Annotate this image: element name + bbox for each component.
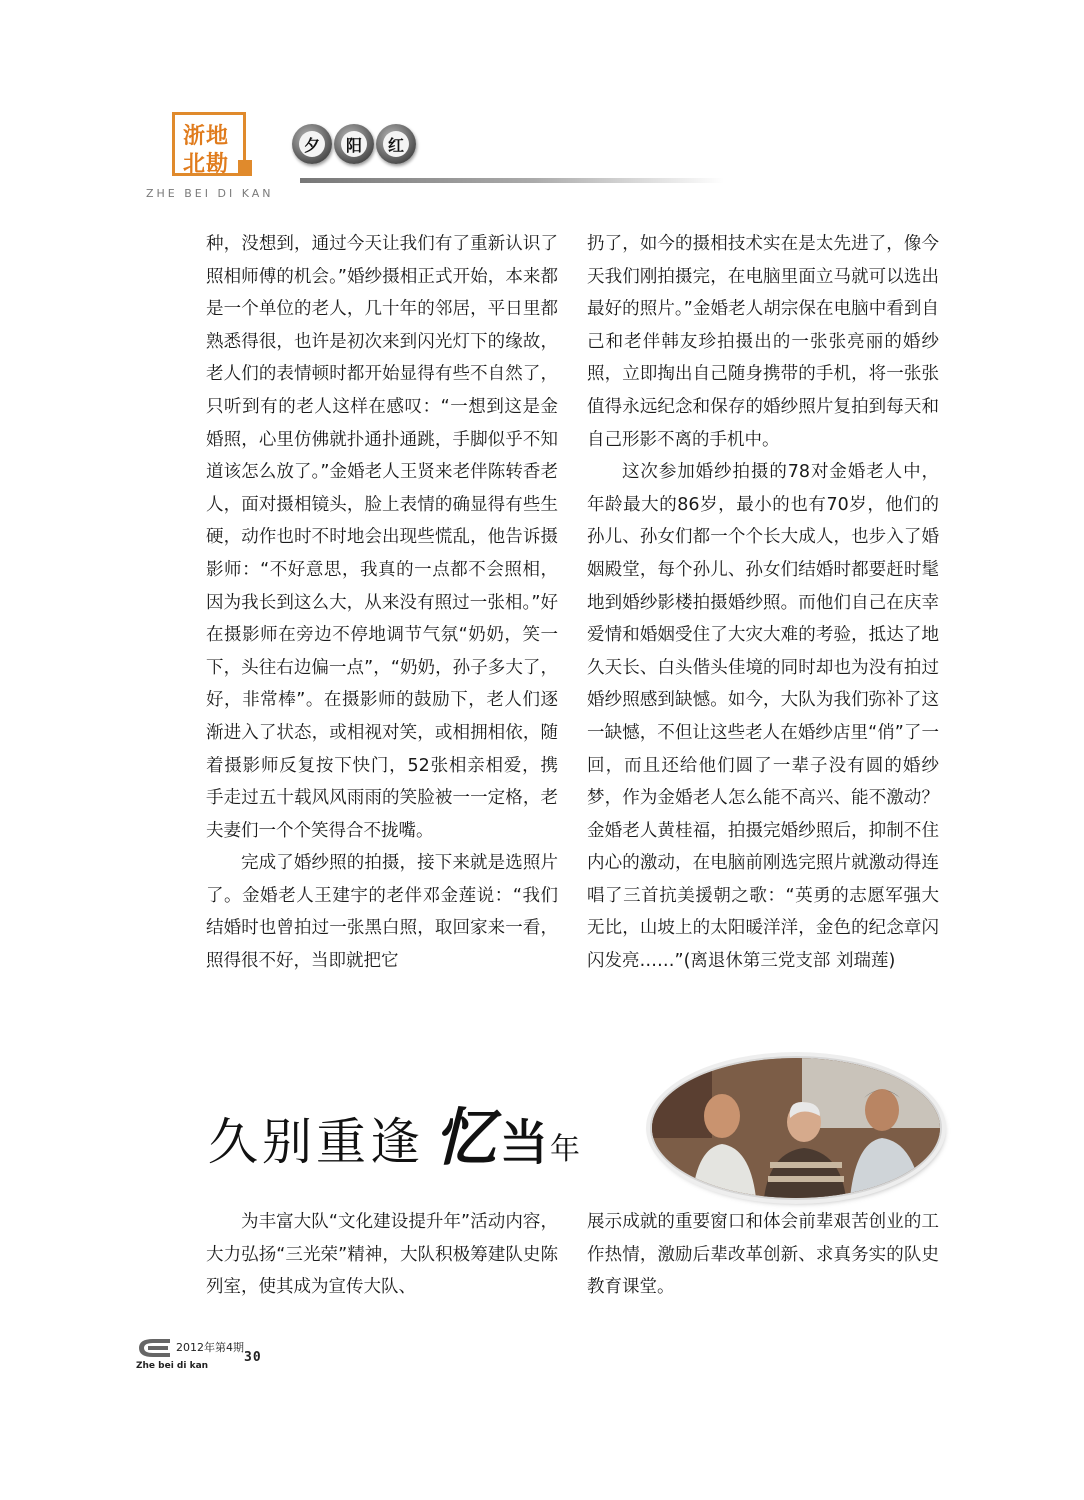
column-badge-3: 红 bbox=[376, 124, 416, 164]
column-badge-2: 阳 bbox=[334, 124, 374, 164]
article1-paragraph: 种，没想到，通过今天让我们有了重新认识了照相师傅的机会。”婚纱摄相正式开始，本来都是一个单位的老人，几十年的邻居，平日里都熟悉得很，也许是初次来到闪光灯下的缘故，老人们的表情顿时都开始显得有些不自然了，只听到有的老人这样在感叹：“一想到这是金婚照，心里仿佛就扑通扑通跳，手脚似乎不知道该怎么放了。”金婚老人王贤来老伴陈转香老人，面对摄相镜头，脸上表情的确显得有些生硬，动作也时不时地会出现些慌乱，他告诉摄影师：“不好意思，我真的一点都不会照相，因为我长到这么大，从来没有照过一张相。”好在摄影师在旁边不停地调节气氛“奶奶，笑一下，头往右边偏一点”，“奶奶，孙子多大了，好，非常棒”。在摄影师的鼓励下，老人们逐渐进入了状态，或相视对笑，或相拥相依，随着摄影师反复按下快门，52张相亲相爱，携手走过五十载风风雨雨的笑脸被一一定格，老夫妻们一个个笑得合不拢嘴。 bbox=[206, 234, 558, 841]
article1-right-column bbox=[587, 228, 939, 978]
article2-title-part3: 当 bbox=[500, 1115, 549, 1171]
article1-paragraph: 完成了婚纱照的拍摄，接下来就是选照片了。金婚老人王建宇的老伴邓金莲说：“我们结婚时也曾拍过一张黑白照，取回家来一看，照得很不好，当即就把它 bbox=[206, 853, 558, 972]
article2-right-column bbox=[587, 1206, 939, 1304]
logo-line-2: 北勘 bbox=[183, 152, 230, 177]
footer-issue: 2012年第4期 bbox=[176, 1341, 244, 1354]
column-badge-1: 夕 bbox=[292, 124, 332, 164]
article2-title-part4: 年 bbox=[550, 1132, 581, 1167]
footer-magazine-name: Zhe bei di kan bbox=[136, 1361, 209, 1371]
article1-left-column bbox=[206, 228, 558, 978]
article1-paragraph: 这次参加婚纱拍摄的78对金婚老人中，年龄最大的86岁，最小的也有70岁，他们的孙儿、孙女们都一个个长大成人，也步入了婚姻殿堂，每个孙儿、孙女们结婚时都要赶时髦地到婚纱影楼拍摄婚纱照。而他们自己在庆幸爱情和婚姻受住了大灾大难的考验，抵达了地久天长、白头偕头佳境的同时却也为没有拍过婚纱照感到缺憾。如今，大队为我们弥补了这一缺憾，不但让这些老人在婚纱店里“俏”了一回，而且还给他们圆了一辈子没有圆的婚纱梦，作为金婚老人怎么能不高兴、能不激动？金婚老人黄桂福，拍摄完婚纱照后，抑制不住内心的激动，在电脑前刚选完照片就激动得连唱了三首抗美援朝之歌：“英勇的志愿军强大无比，山坡上的太阳暖洋洋，金色的纪念章闪闪发亮……”(离退休第三党支部 刘瑞莲) bbox=[587, 462, 939, 972]
elderly-group-photo bbox=[650, 1056, 942, 1200]
article2-title-part2: 忆 bbox=[434, 1101, 497, 1174]
article2-left-column bbox=[206, 1206, 558, 1304]
logo-accent-bar bbox=[238, 160, 252, 176]
article2-paragraph: 为丰富大队“文化建设提升年”活动内容，大力弘扬“三光荣”精神，大队积极筹建队史陈列室，使其成为宣传大队、 bbox=[206, 1212, 558, 1298]
article2-title bbox=[208, 1088, 580, 1177]
article1-paragraph: 扔了，如今的摄相技术实在是太先进了，像今天我们刚拍摄完，在电脑里面立马就可以选出最好的照片。”金婚老人胡宗保在电脑中看到自己和老伴韩友珍拍摄出的一张张亮丽的婚纱照，立即掏出自己随身携带的手机，将一张张值得永远纪念和保存的婚纱照片复拍到每天和自己形影不离的手机中。 bbox=[587, 234, 939, 450]
article2-paragraph: 展示成就的重要窗口和体会前辈艰苦创业的工作热情，激励后辈改革创新、求真务实的队史教育课堂。 bbox=[587, 1212, 939, 1298]
footer-logo-icon bbox=[136, 1337, 174, 1359]
photo-illustration bbox=[652, 1058, 940, 1198]
article2-title-part1: 久别重逢 bbox=[208, 1113, 424, 1171]
header-divider bbox=[300, 178, 724, 183]
logo-subtitle: ZHE BEI DI KAN bbox=[146, 187, 274, 200]
logo-line-1: 浙地 bbox=[183, 124, 230, 149]
magazine-logo bbox=[172, 112, 246, 176]
page-number: 30 bbox=[244, 1350, 262, 1365]
